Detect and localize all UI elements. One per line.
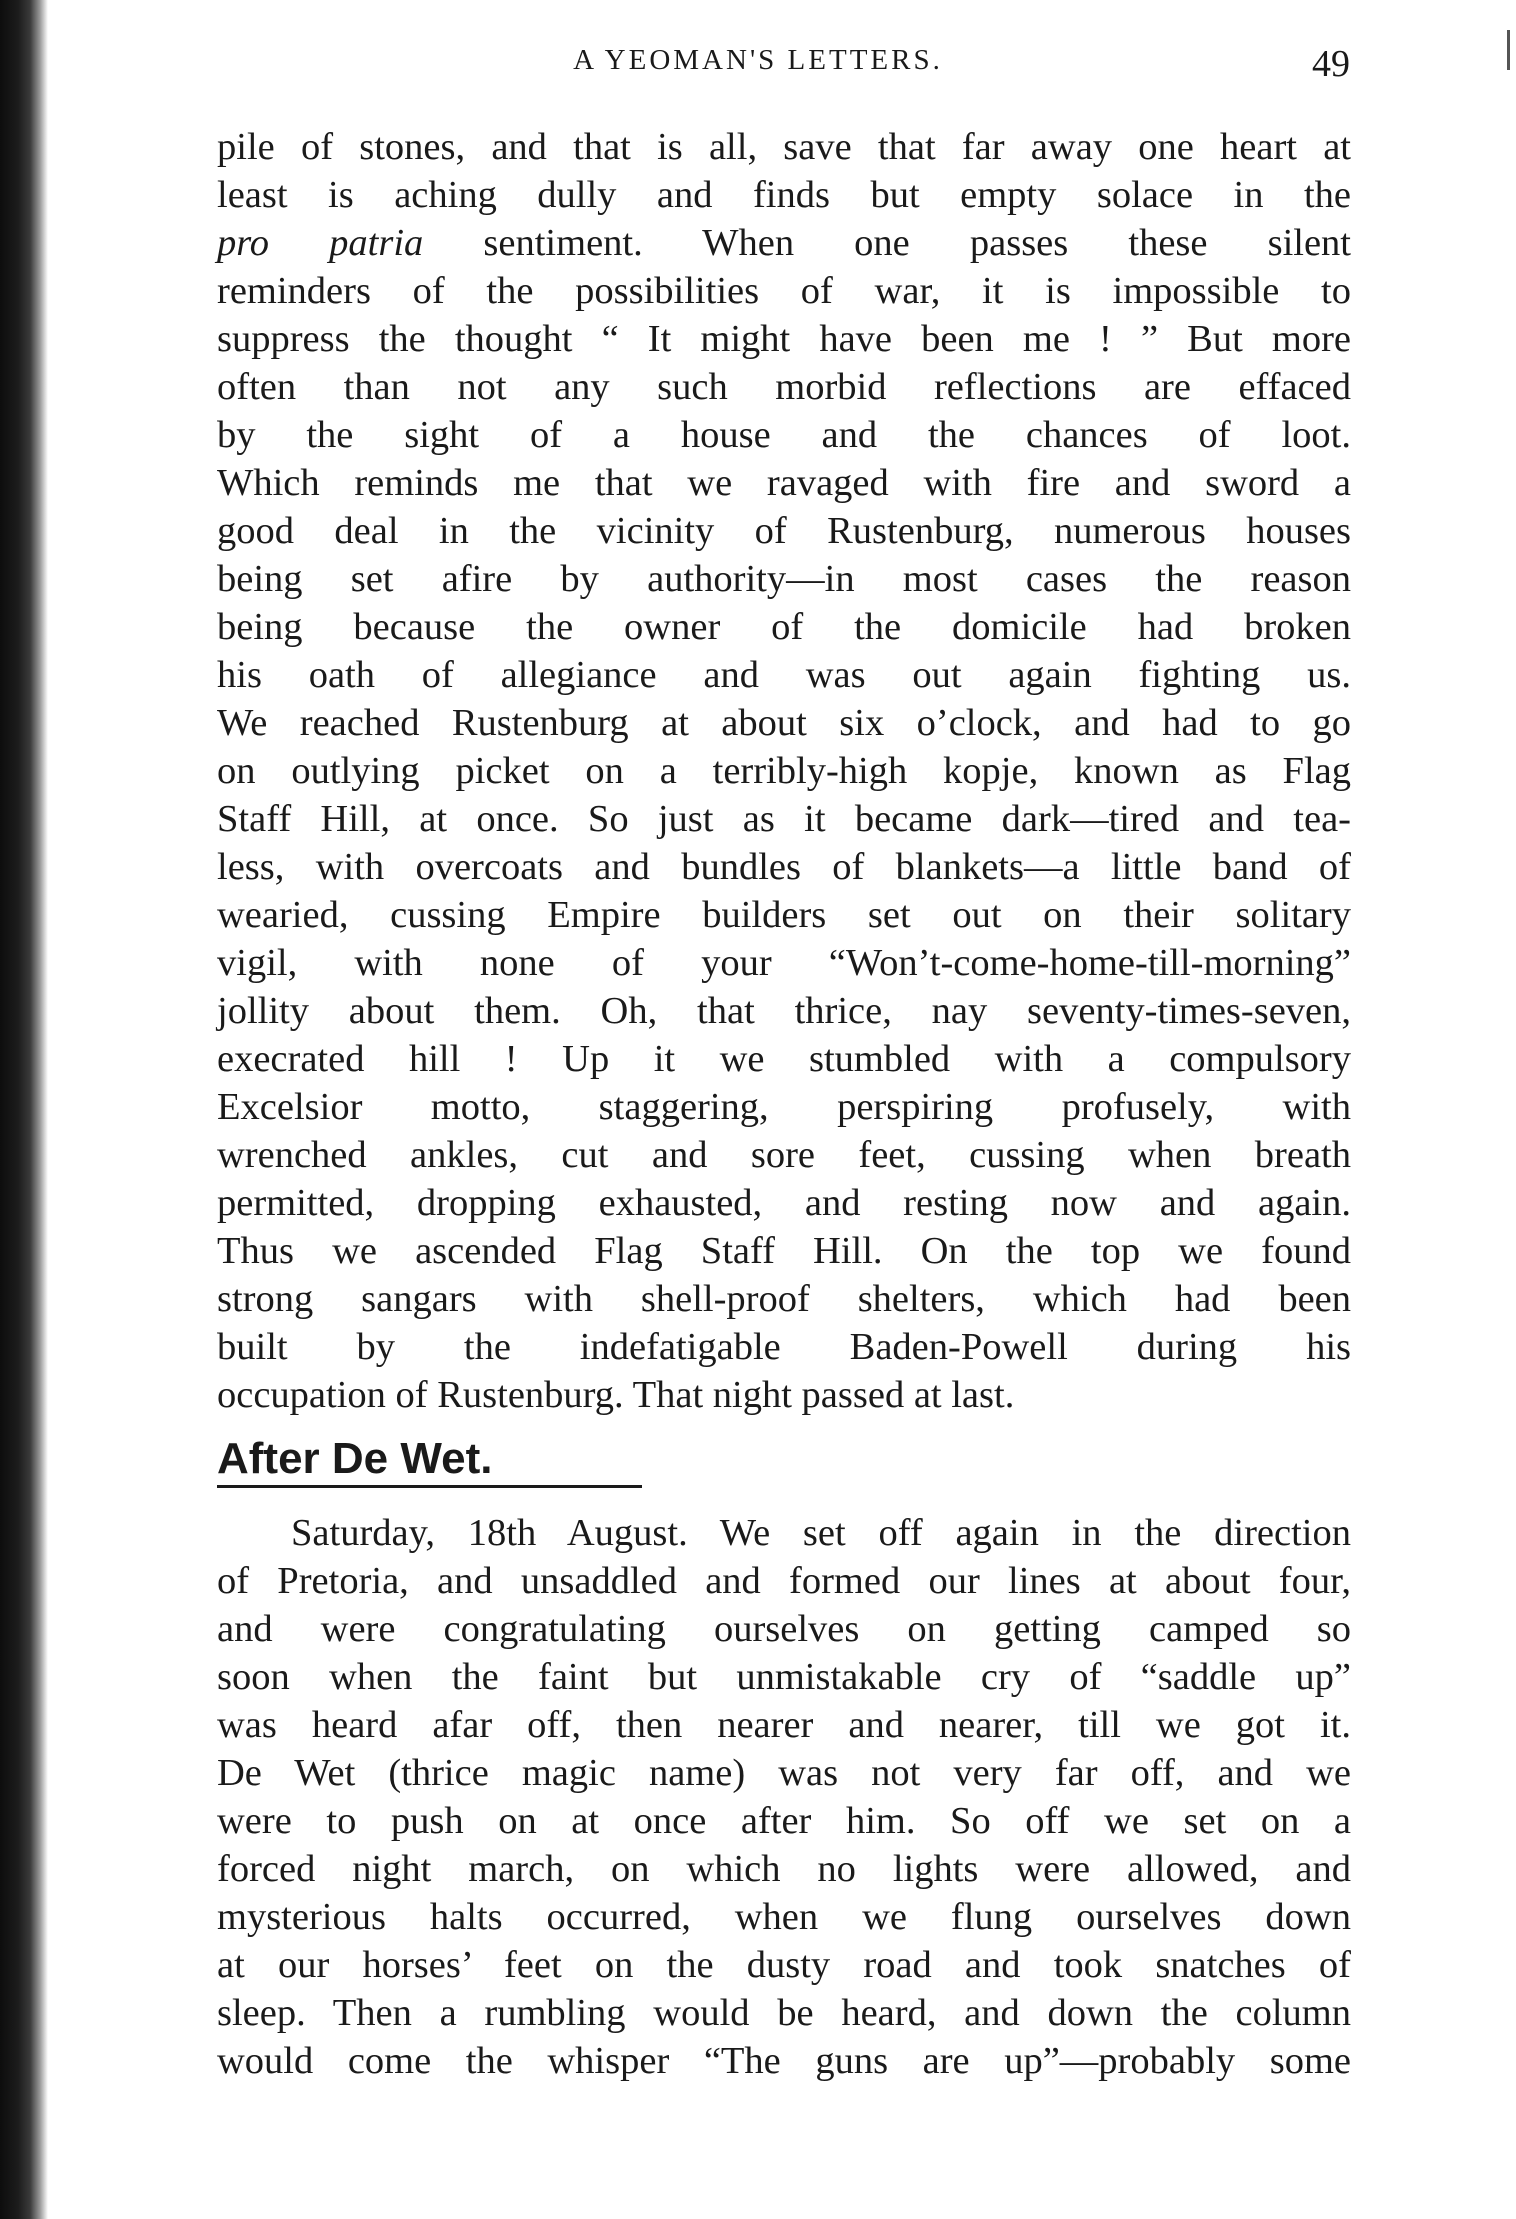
text-line: Staff Hill, at once. So just as it became dark—tired and tea- [217,798,1351,840]
text-line: less, with overcoats and bundles of blankets—a little band of [217,846,1351,888]
text-line: being because the owner of the domicile had broken [217,606,1351,648]
text-line: would come the whisper “The guns are up”—probably some [217,2040,1351,2082]
text-line: jollity about them. Oh, that thrice, nay seventy-times-seven, [217,990,1351,1032]
text-line: of Pretoria, and unsaddled and formed our lines at about four, [217,1560,1351,1602]
text-line: We reached Rustenburg at about six o’clock, and had to go [217,702,1351,744]
text-line: wearied, cussing Empire builders set out on their solitary [217,894,1351,936]
running-header [0,44,1516,84]
text-line: was heard afar off, then nearer and nearer, till we got it. [217,1704,1351,1746]
text-line: strong sangars with shell-proof shelters, which had been [217,1278,1351,1320]
book-binding-edge [0,0,48,2219]
text-line: and were congratulating ourselves on getting camped so [217,1608,1351,1650]
text-line: his oath of allegiance and was out again fighting us. [217,654,1351,696]
text-line: Saturday, 18th August. We set off again in the direction [291,1512,1351,1554]
text-line: pro patria sentiment. When one passes these silent [217,222,1351,264]
page-number: 49 [1312,43,1350,85]
text-line: De Wet (thrice magic name) was not very far off, and we [217,1752,1351,1794]
text-line: at our horses’ feet on the dusty road and took snatches of [217,1944,1351,1986]
text-line: least is aching dully and finds but empty solace in the [217,174,1351,216]
text-line: Excelsior motto, staggering, perspiring profusely, with [217,1086,1351,1128]
text-line: mysterious halts occurred, when we flung ourselves down [217,1896,1351,1938]
text-line: on outlying picket on a terribly-high kopje, known as Flag [217,750,1351,792]
text-line: being set afire by authority—in most cases the reason [217,558,1351,600]
paragraph-2 [217,1509,1351,2085]
text-line: forced night march, on which no lights were allowed, and [217,1848,1351,1890]
text-line: execrated hill ! Up it we stumbled with a compulsory [217,1038,1351,1080]
text-line: permitted, dropping exhausted, and resting now and again. [217,1182,1351,1224]
text-line: built by the indefatigable Baden-Powell during his [217,1326,1351,1368]
text-line: vigil, with none of your “Won’t-come-home-till-morning” [217,942,1351,984]
text-line: occupation of Rustenburg. That night passed at last. [217,1374,1015,1416]
text-line: sleep. Then a rumbling would be heard, and down the column [217,1992,1351,2034]
text-line: wrenched ankles, cut and sore feet, cussing when breath [217,1134,1351,1176]
text-line: often than not any such morbid reflections are effaced [217,366,1351,408]
text-line: were to push on at once after him. So off we set on a [217,1800,1351,1842]
text-line: suppress the thought “ It might have been me ! ” But more [217,318,1351,360]
text-line: pile of stones, and that is all, save that far away one heart at [217,126,1351,168]
italic-phrase: pro patria [217,222,424,264]
section-heading: After De Wet. [217,1433,642,1488]
text-line: reminders of the possibilities of war, it is impossible to [217,270,1351,312]
text-line: by the sight of a house and the chances of loot. [217,414,1351,456]
paragraph-1 [217,123,1351,1419]
text-line: soon when the faint but unmistakable cry of “saddle up” [217,1656,1351,1698]
text-line: good deal in the vicinity of Rustenburg, numerous houses [217,510,1351,552]
running-title: A YEOMAN'S LETTERS. [573,44,943,76]
text-line: Thus we ascended Flag Staff Hill. On the top we found [217,1230,1351,1272]
text-line: Which reminds me that we ravaged with fire and sword a [217,462,1351,504]
